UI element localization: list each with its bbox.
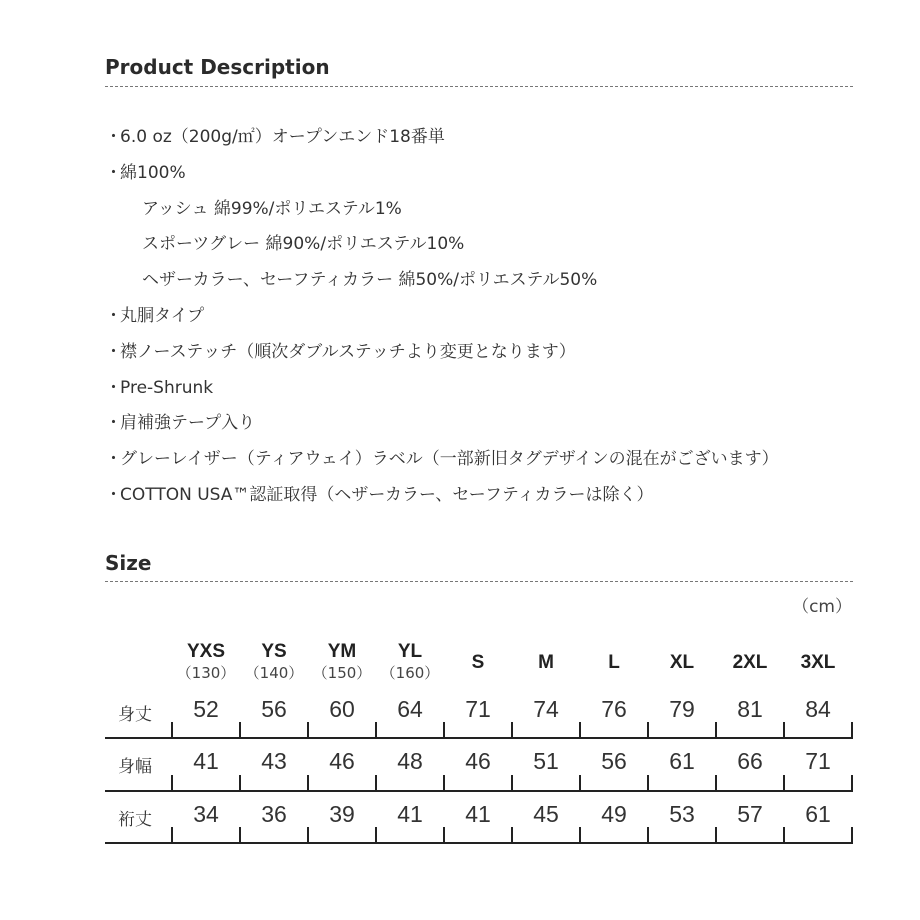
table-cell: 61 xyxy=(805,801,831,827)
table-cell: 84 xyxy=(805,696,831,722)
size-title: Size xyxy=(105,551,152,575)
size-height-note: （160） xyxy=(380,664,440,682)
table-cell: 56 xyxy=(601,748,627,774)
size-name: S xyxy=(471,652,485,673)
row-divider xyxy=(105,842,853,844)
table-cell: 64 xyxy=(397,696,423,722)
table-cell: 66 xyxy=(737,748,763,774)
list-item: ・ 肩補強テープ入り xyxy=(105,411,865,447)
size-column-header xyxy=(376,641,444,683)
product-description-divider xyxy=(105,86,853,87)
list-item: ・ Pre-Shrunk xyxy=(105,376,865,412)
row-tick xyxy=(375,722,377,737)
table-cell: 46 xyxy=(329,748,355,774)
size-name: YXS xyxy=(186,641,226,662)
size-name: YM xyxy=(327,641,357,662)
size-height-note: （140） xyxy=(244,664,304,682)
row-tick xyxy=(715,722,717,737)
row-tick xyxy=(443,722,445,737)
list-item: ・ 襟ノーステッチ（順次ダブルステッチより変更となります） xyxy=(105,340,865,376)
row-tick xyxy=(239,722,241,737)
product-feature-list xyxy=(105,125,865,519)
row-divider xyxy=(105,737,853,739)
list-item: ・ グレーレイザー（ティアウェイ）ラベル（一部新旧タグデザインの混在がございます） xyxy=(105,447,865,483)
size-column-header xyxy=(240,641,308,683)
table-cell: 45 xyxy=(533,801,559,827)
row-divider xyxy=(105,790,853,792)
sub-list-item: アッシュ 綿99%/ポリエステル1% xyxy=(142,198,402,219)
table-cell: 79 xyxy=(669,696,695,722)
table-cell: 57 xyxy=(737,801,763,827)
list-item: ・ 6.0 oz（200g/㎡）オープンエンド18番単 xyxy=(105,125,865,161)
table-cell: 81 xyxy=(737,696,763,722)
row-tick xyxy=(239,827,241,842)
size-name: YS xyxy=(261,641,287,662)
table-cell: 61 xyxy=(669,748,695,774)
row-tick xyxy=(579,827,581,842)
list-item: ・ 綿100% xyxy=(105,161,865,197)
row-tick xyxy=(579,775,581,790)
size-name: L xyxy=(608,652,620,673)
table-cell: 60 xyxy=(329,696,355,722)
table-cell: 52 xyxy=(193,696,219,722)
row-tick xyxy=(715,827,717,842)
row-tick xyxy=(375,775,377,790)
size-column-header xyxy=(512,641,580,674)
table-cell: 53 xyxy=(669,801,695,827)
sub-list-item: ヘザーカラー、セーフティカラー 綿50%/ポリエステル50% xyxy=(142,270,598,291)
row-tick xyxy=(307,775,309,790)
row-tick xyxy=(443,775,445,790)
size-height-note: （150） xyxy=(312,664,372,682)
size-column-header xyxy=(172,641,240,683)
size-name: 2XL xyxy=(732,652,768,673)
size-divider xyxy=(105,581,853,582)
table-cell: 41 xyxy=(193,748,219,774)
row-tick xyxy=(375,827,377,842)
table-cell: 74 xyxy=(533,696,559,722)
row-label: 身丈 xyxy=(118,705,152,725)
row-tick xyxy=(511,775,513,790)
list-item: ・ COTTON USA™認証取得（ヘザーカラー、セーフティカラーは除く） xyxy=(105,483,865,519)
table-cell: 39 xyxy=(329,801,355,827)
size-name: 3XL xyxy=(800,652,836,673)
table-cell: 71 xyxy=(805,748,831,774)
size-name: YL xyxy=(397,641,423,662)
row-label: 身幅 xyxy=(118,757,152,777)
row-tick xyxy=(307,722,309,737)
list-item: ・ 丸胴タイプ xyxy=(105,304,865,340)
table-cell: 48 xyxy=(397,748,423,774)
row-tick xyxy=(783,827,785,842)
row-tick xyxy=(783,775,785,790)
row-tick xyxy=(443,827,445,842)
table-cell: 49 xyxy=(601,801,627,827)
table-cell: 71 xyxy=(465,696,491,722)
row-tick xyxy=(851,722,853,737)
row-label: 裄丈 xyxy=(118,810,152,830)
table-cell: 43 xyxy=(261,748,287,774)
size-name: XL xyxy=(669,652,695,673)
product-description-title: Product Description xyxy=(105,55,330,79)
size-height-note: （130） xyxy=(176,664,236,682)
table-cell: 36 xyxy=(261,801,287,827)
sub-list-item: スポーツグレー 綿90%/ポリエステル10% xyxy=(142,234,465,255)
row-tick xyxy=(783,722,785,737)
table-cell: 76 xyxy=(601,696,627,722)
row-tick xyxy=(647,827,649,842)
table-cell: 41 xyxy=(465,801,491,827)
row-tick xyxy=(511,827,513,842)
row-tick xyxy=(647,775,649,790)
size-column-header xyxy=(444,641,512,674)
table-cell: 46 xyxy=(465,748,491,774)
size-name: M xyxy=(538,652,554,673)
table-cell: 51 xyxy=(533,748,559,774)
row-tick xyxy=(511,722,513,737)
table-cell: 56 xyxy=(261,696,287,722)
row-tick xyxy=(579,722,581,737)
row-tick xyxy=(851,827,853,842)
size-column-header xyxy=(308,641,376,683)
table-cell: 34 xyxy=(193,801,219,827)
size-column-header xyxy=(648,641,716,674)
row-tick xyxy=(171,827,173,842)
size-column-header xyxy=(716,641,784,674)
row-tick xyxy=(171,775,173,790)
row-tick xyxy=(307,827,309,842)
row-tick xyxy=(239,775,241,790)
size-column-header xyxy=(784,641,852,674)
unit-label: （cm） xyxy=(792,597,852,617)
size-column-header xyxy=(580,641,648,674)
row-tick xyxy=(647,722,649,737)
row-tick xyxy=(851,775,853,790)
row-tick xyxy=(171,722,173,737)
row-tick xyxy=(715,775,717,790)
table-cell: 41 xyxy=(397,801,423,827)
